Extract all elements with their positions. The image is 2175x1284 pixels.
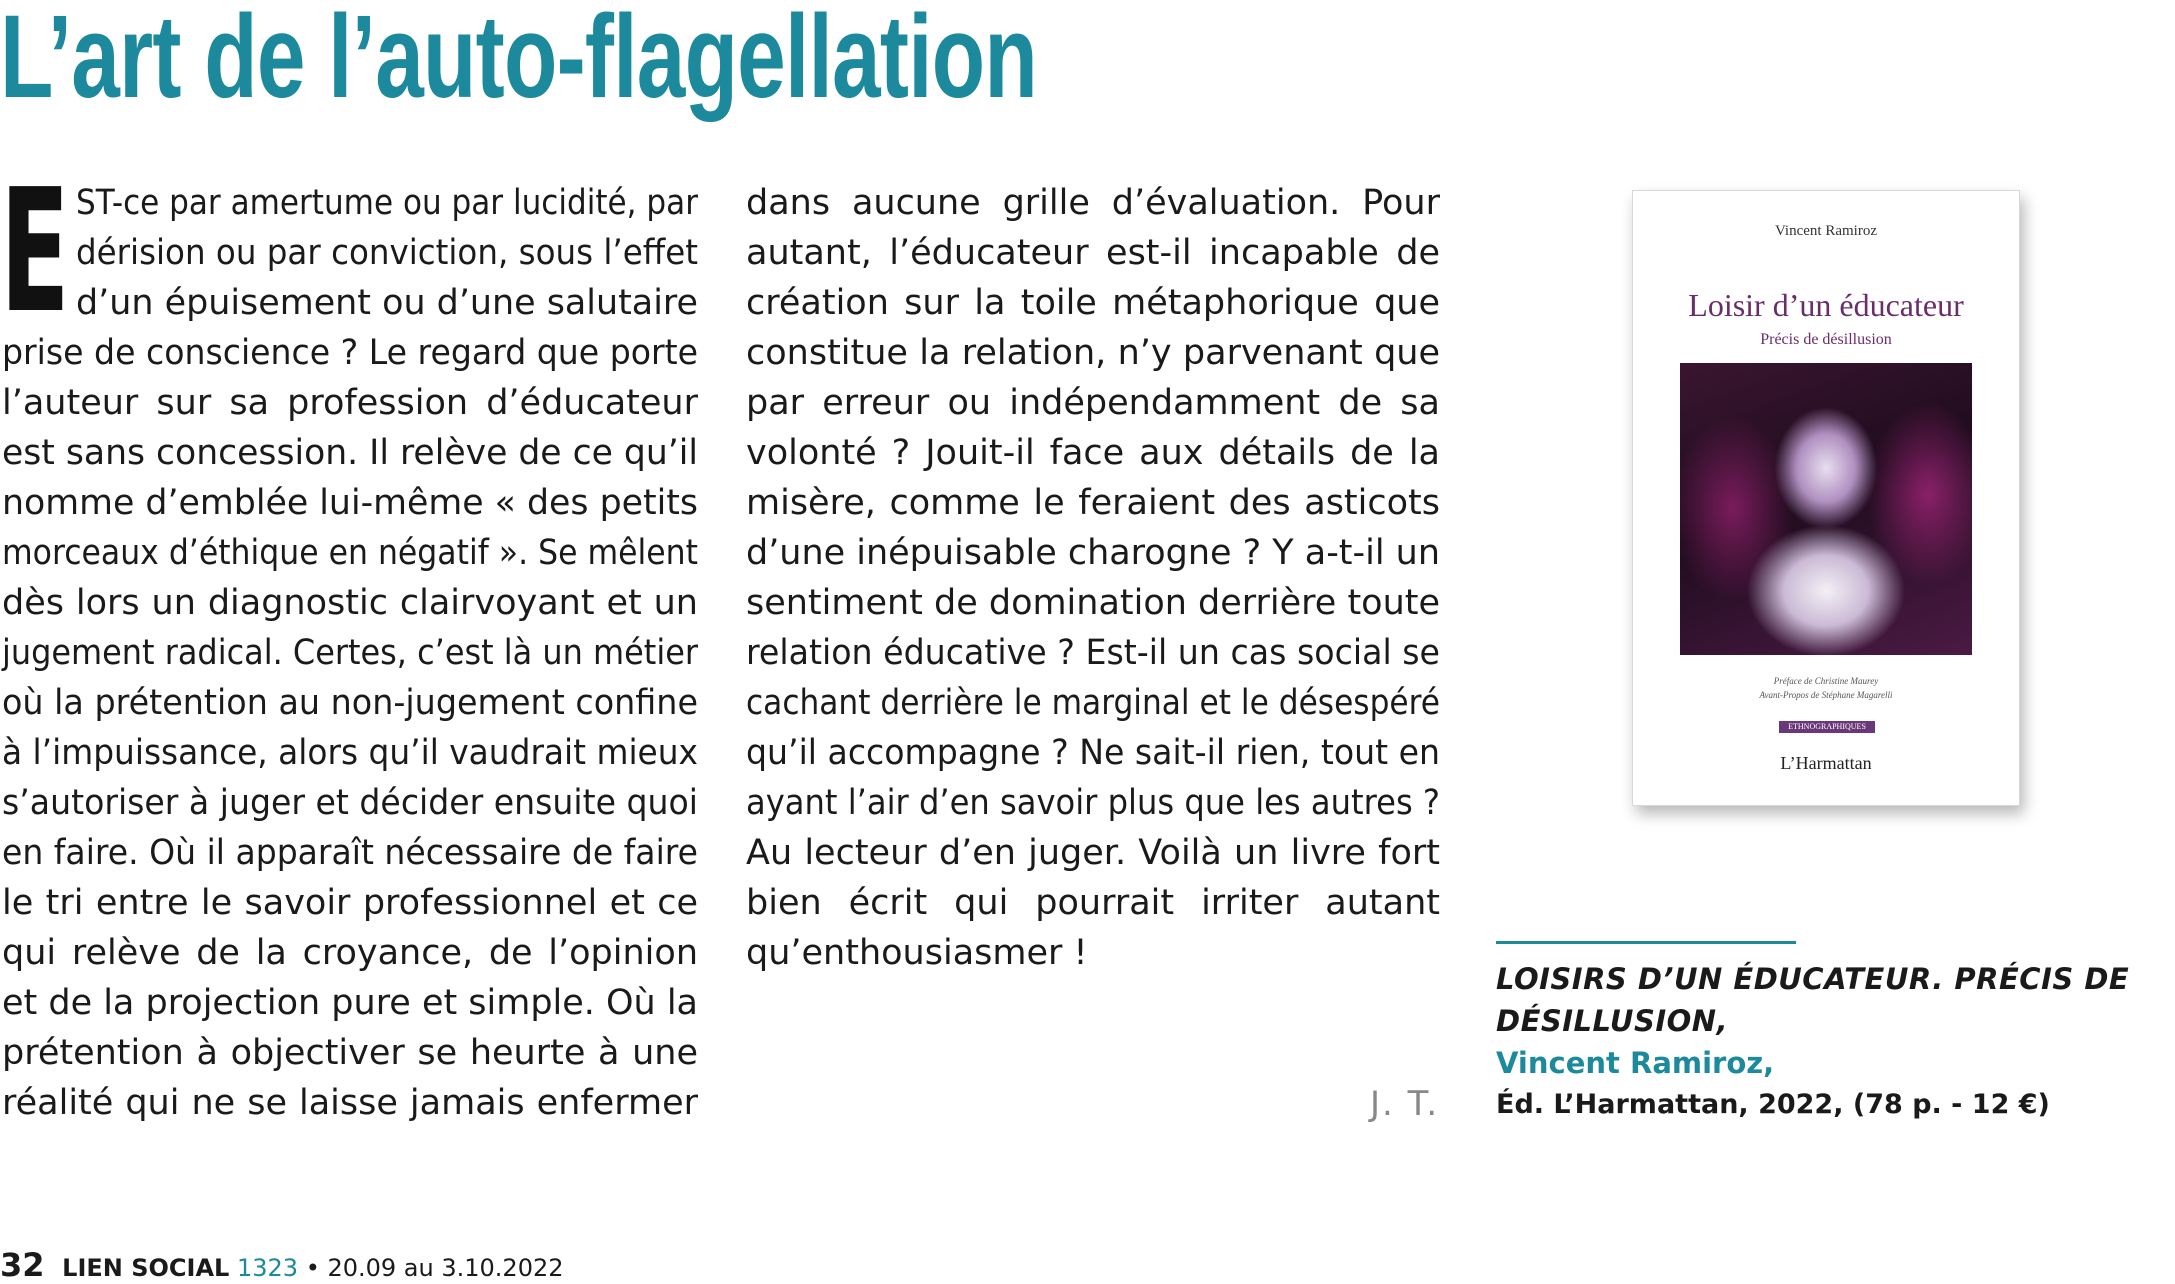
article-line-text: jugement radical. Certes, c’est là un métier [2, 633, 698, 673]
article-line-text: morceaux d’éthique en négatif ». Se mêlent [2, 533, 698, 573]
article-line-text: et de la projection pure et simple. Où la [2, 983, 698, 1023]
reference-author: Vincent Ramiroz, [1496, 1046, 1775, 1080]
cover-collection-badge: ETHNOGRAPHIQUES [1779, 721, 1875, 733]
book-cover [1632, 190, 2020, 806]
article-line: volonté ? Jouit-il face aux détails de la [746, 433, 1440, 473]
article-line: constitue la relation, n’y parvenant que [746, 333, 1440, 373]
article-line: Au lecteur d’en juger. Voilà un livre fort [746, 833, 1440, 873]
book-reference [1496, 958, 2175, 1126]
issue-dates: • 20.09 au 3.10.2022 [305, 1254, 564, 1282]
article-line [2, 678, 698, 728]
article-line-text: qu’il accompagne ? Ne sait-il rien, tout en [746, 733, 1441, 773]
article-line: qu’enthousiasmer ! [746, 933, 1088, 973]
article-line [746, 578, 1440, 628]
drop-cap: E [0, 153, 70, 351]
article-line [2, 228, 698, 278]
article-line: autant, l’éducateur est-il incapable de [746, 233, 1440, 273]
article-line [2, 828, 698, 878]
article-line [2, 978, 698, 1028]
article-title: L’art de l’auto-flagellation [0, 0, 1037, 123]
article-line: bien écrit qui pourrait irriter autant [746, 883, 1440, 923]
article-line-text: ayant l’air d’en savoir plus que les autres ? [746, 783, 1441, 823]
author-signature: J. T. [1370, 1084, 1440, 1124]
article-line: par erreur ou indépendamment de sa [746, 383, 1440, 423]
cover-publisher-logo: L’Harmattan [1780, 753, 1872, 773]
cover-preface-line: Avant-Propos de Stéphane Magarelli [1759, 690, 1893, 700]
article-line-text: relation éducative ? Est-il un cas social se [746, 633, 1440, 673]
cover-author: Vincent Ramiroz [1775, 223, 1877, 239]
article-line [746, 528, 1440, 578]
magazine-name: LIEN SOCIAL [62, 1254, 230, 1282]
article-line [746, 728, 1440, 778]
issue-number: 1323 [236, 1254, 299, 1282]
article-line-text: est sans concession. Il relève de ce qu’il [2, 433, 698, 473]
article-line: dès lors un diagnostic clairvoyant et un [2, 583, 698, 623]
article-line: qui relève de la croyance, de l’opinion [2, 933, 698, 973]
article-line: dans aucune grille d’évaluation. Pour [746, 183, 1440, 223]
cover-title: Loisir d’un éducateur [1688, 287, 1964, 323]
page-footer [0, 1246, 564, 1284]
article-line [2, 428, 698, 478]
article-column-1 [0, 153, 699, 1128]
article-line [2, 628, 698, 678]
article-line-text: d’un épuisement ou d’une salutaire [76, 283, 698, 323]
article-line [2, 178, 698, 228]
article-line-text: nomme d’emblée lui-même « des petits [2, 483, 699, 523]
article-line: création sur la toile métaphorique que [746, 283, 1440, 323]
article-line-text: d’une inépuisable charogne ? Y a-t-il un [746, 533, 1441, 573]
article-line-text: ST-ce par amertume ou par lucidité, par [76, 183, 698, 223]
cover-preface [1633, 674, 2019, 702]
article-line-text: en faire. Où il apparaît nécessaire de faire [2, 833, 698, 873]
article-line: l’auteur sur sa profession d’éducateur [2, 383, 698, 423]
page-number: 32 [0, 1246, 45, 1284]
article-line-text: dérision ou par conviction, sous l’effet [76, 233, 698, 273]
article-line-text: où la prétention au non-jugement confine [2, 683, 698, 723]
article-line-text: sentiment de domination derrière toute [746, 583, 1441, 623]
reference-publication: Éd. L’Harmattan, 2022, (78 p. - 12 €) [1496, 1089, 2050, 1120]
reference-title: LOISIRS D’UN ÉDUCATEUR. PRÉCIS DE DÉSILLUSION, [1496, 962, 2130, 1038]
article-line [2, 478, 698, 528]
article-line [746, 628, 1440, 678]
reference-divider [1496, 941, 1796, 944]
cover-subtitle: Précis de désillusion [1760, 331, 1892, 348]
article-line: misère, comme le feraient des asticots [746, 483, 1440, 523]
cover-preface-line: Préface de Christine Maurey [1773, 676, 1879, 686]
article-line [746, 778, 1440, 828]
article-line: prétention à objectiver se heurte à une [2, 1033, 698, 1073]
article-line-text: à l’impuissance, alors qu’il vaudrait mieux [2, 733, 698, 773]
article-line [2, 528, 698, 578]
article-line: réalité qui ne se laisse jamais enfermer [2, 1083, 698, 1123]
article-line [746, 678, 1440, 728]
article-line-text: s’autoriser à juger et décider ensuite quoi [2, 783, 699, 823]
article-line-text: prise de conscience ? Le regard que porte [2, 333, 699, 373]
article-line [2, 778, 698, 828]
article-line: le tri entre le savoir professionnel et ce [2, 883, 698, 923]
article-line [2, 278, 698, 328]
cover-artwork [1680, 363, 1972, 655]
article-line-text: cachant derrière le marginal et le désespéré [746, 683, 1441, 723]
article-column-2 [746, 178, 1440, 978]
article-line [2, 728, 698, 778]
article-line [2, 328, 698, 378]
